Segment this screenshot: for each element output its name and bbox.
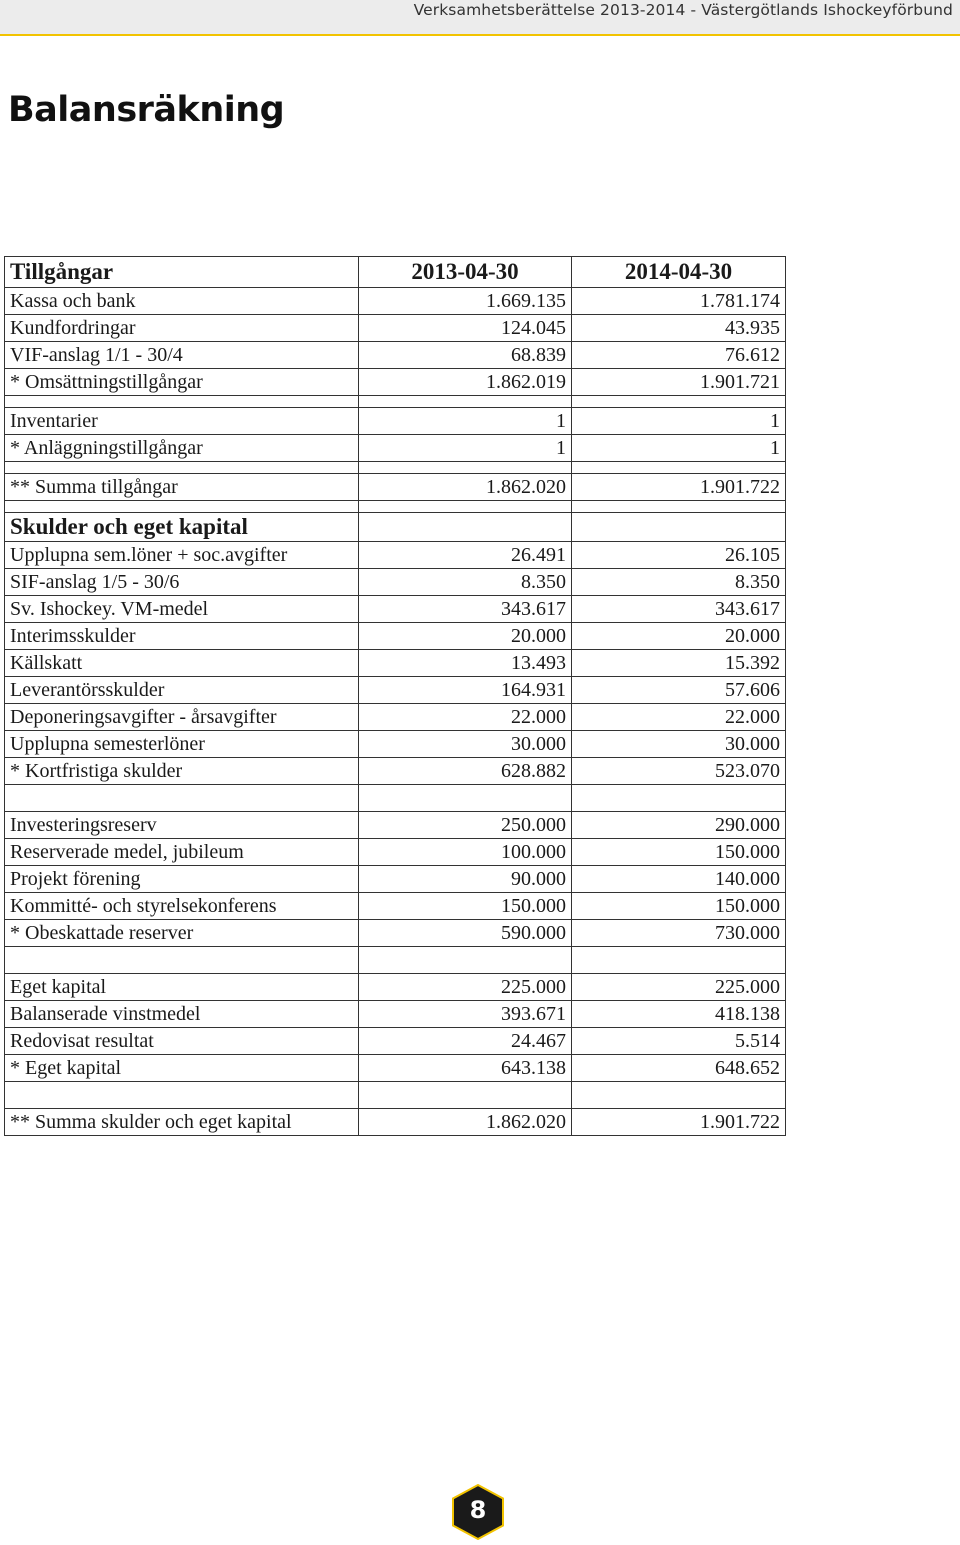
spacer-row: [5, 785, 786, 812]
row-value-2014: 76.612: [572, 342, 786, 369]
row-value-2014: 1: [572, 435, 786, 462]
table-header-row: [5, 257, 786, 288]
row-value-2014: 1.781.174: [572, 288, 786, 315]
subtotal-row: [5, 369, 786, 396]
row-value-2014: 150.000: [572, 893, 786, 920]
row-label: Projekt förening: [5, 866, 359, 893]
row-label: SIF-anslag 1/5 - 30/6: [5, 569, 359, 596]
row-value-2014: 730.000: [572, 920, 786, 947]
row-label: Källskatt: [5, 650, 359, 677]
row-value-2014: 26.105: [572, 542, 786, 569]
row-label: Reserverade medel, jubileum: [5, 839, 359, 866]
row-value-2013: 225.000: [359, 974, 572, 1001]
running-header: [0, 0, 960, 36]
row-value-2014: 648.652: [572, 1055, 786, 1082]
table-row: [5, 542, 786, 569]
row-value-2014: 22.000: [572, 704, 786, 731]
table-row: [5, 893, 786, 920]
row-value-2014: 8.350: [572, 569, 786, 596]
row-value-2013: 1.862.020: [359, 474, 572, 501]
row-value-2013: 100.000: [359, 839, 572, 866]
row-value-2014: 523.070: [572, 758, 786, 785]
row-value-2014: [572, 513, 786, 542]
row-label: Inventarier: [5, 408, 359, 435]
row-value-2014: 30.000: [572, 731, 786, 758]
table-row: [5, 1001, 786, 1028]
table-row: [5, 569, 786, 596]
table-row: [5, 288, 786, 315]
row-value-2013: 1: [359, 408, 572, 435]
row-label: * Omsättningstillgångar: [5, 369, 359, 396]
table-row: [5, 974, 786, 1001]
total-row: [5, 1109, 786, 1136]
row-value-2013: 343.617: [359, 596, 572, 623]
page-number-badge: [451, 1484, 505, 1540]
row-value-2013: 68.839: [359, 342, 572, 369]
table-row: [5, 623, 786, 650]
table-row: [5, 839, 786, 866]
row-value-2013: 124.045: [359, 315, 572, 342]
table-row: [5, 731, 786, 758]
row-label: Interimsskulder: [5, 623, 359, 650]
spacer-row: [5, 947, 786, 974]
row-label: * Anläggningstillgångar: [5, 435, 359, 462]
row-label: Redovisat resultat: [5, 1028, 359, 1055]
table-row: [5, 704, 786, 731]
row-value-2013: 8.350: [359, 569, 572, 596]
row-value-2013: 20.000: [359, 623, 572, 650]
row-label: * Obeskattade reserver: [5, 920, 359, 947]
page-number: 8: [469, 1496, 487, 1524]
row-value-2013: 22.000: [359, 704, 572, 731]
subtotal-row: [5, 1055, 786, 1082]
page-title: Balansräkning: [8, 90, 285, 130]
row-value-2013: [359, 513, 572, 542]
table-row: [5, 650, 786, 677]
row-value-2014: 15.392: [572, 650, 786, 677]
table-row: [5, 1028, 786, 1055]
row-value-2013: 393.671: [359, 1001, 572, 1028]
table-row: [5, 408, 786, 435]
table-row: [5, 812, 786, 839]
row-value-2014: 1: [572, 408, 786, 435]
row-label: ** Summa skulder och eget kapital: [5, 1109, 359, 1136]
header-col-2014: 2014-04-30: [572, 257, 786, 288]
row-label: Kassa och bank: [5, 288, 359, 315]
row-value-2014: 1.901.721: [572, 369, 786, 396]
row-value-2014: 343.617: [572, 596, 786, 623]
row-value-2014: 43.935: [572, 315, 786, 342]
row-label: Investeringsreserv: [5, 812, 359, 839]
table-row: [5, 596, 786, 623]
row-label: Leverantörsskulder: [5, 677, 359, 704]
spacer-row: [5, 396, 786, 408]
row-label: Kommitté- och styrelsekonferens: [5, 893, 359, 920]
row-label: ** Summa tillgångar: [5, 474, 359, 501]
row-value-2013: 643.138: [359, 1055, 572, 1082]
row-label: Eget kapital: [5, 974, 359, 1001]
row-value-2013: 1.862.020: [359, 1109, 572, 1136]
row-value-2013: 250.000: [359, 812, 572, 839]
row-value-2014: 20.000: [572, 623, 786, 650]
row-label: Kundfordringar: [5, 315, 359, 342]
subtotal-row: [5, 920, 786, 947]
row-value-2013: 1.862.019: [359, 369, 572, 396]
row-value-2014: 290.000: [572, 812, 786, 839]
row-value-2014: 418.138: [572, 1001, 786, 1028]
row-value-2013: 90.000: [359, 866, 572, 893]
table-row: [5, 866, 786, 893]
row-value-2014: 1.901.722: [572, 474, 786, 501]
running-header-title: Verksamhetsberättelse 2013-2014 - Västergötlands Ishockeyförbund: [413, 1, 953, 19]
subtotal-row: [5, 435, 786, 462]
spacer-row: [5, 462, 786, 474]
header-label: Tillgångar: [5, 257, 359, 288]
row-label: Balanserade vinstmedel: [5, 1001, 359, 1028]
row-value-2014: 1.901.722: [572, 1109, 786, 1136]
row-value-2013: 590.000: [359, 920, 572, 947]
header-col-2013: 2013-04-30: [359, 257, 572, 288]
row-label: * Eget kapital: [5, 1055, 359, 1082]
section-heading: Skulder och eget kapital: [5, 513, 359, 542]
row-value-2013: 164.931: [359, 677, 572, 704]
row-label: VIF-anslag 1/1 - 30/4: [5, 342, 359, 369]
row-value-2013: 1.669.135: [359, 288, 572, 315]
row-value-2013: 628.882: [359, 758, 572, 785]
row-value-2013: 30.000: [359, 731, 572, 758]
row-label: Deponeringsavgifter - årsavgifter: [5, 704, 359, 731]
row-label: Upplupna sem.löner + soc.avgifter: [5, 542, 359, 569]
row-value-2014: 225.000: [572, 974, 786, 1001]
table-row: [5, 342, 786, 369]
row-value-2013: 26.491: [359, 542, 572, 569]
row-value-2013: 24.467: [359, 1028, 572, 1055]
table-row: [5, 315, 786, 342]
total-row: [5, 474, 786, 501]
subtotal-row: [5, 758, 786, 785]
row-value-2014: 5.514: [572, 1028, 786, 1055]
balance-sheet-table: [4, 256, 786, 1136]
spacer-row: [5, 1082, 786, 1109]
section-heading-row: [5, 513, 786, 542]
spacer-row: [5, 501, 786, 513]
row-value-2013: 1: [359, 435, 572, 462]
row-label: * Kortfristiga skulder: [5, 758, 359, 785]
row-label: Sv. Ishockey. VM-medel: [5, 596, 359, 623]
row-value-2014: 57.606: [572, 677, 786, 704]
row-value-2013: 13.493: [359, 650, 572, 677]
row-value-2014: 150.000: [572, 839, 786, 866]
table-row: [5, 677, 786, 704]
row-label: Upplupna semesterlöner: [5, 731, 359, 758]
row-value-2013: 150.000: [359, 893, 572, 920]
row-value-2014: 140.000: [572, 866, 786, 893]
